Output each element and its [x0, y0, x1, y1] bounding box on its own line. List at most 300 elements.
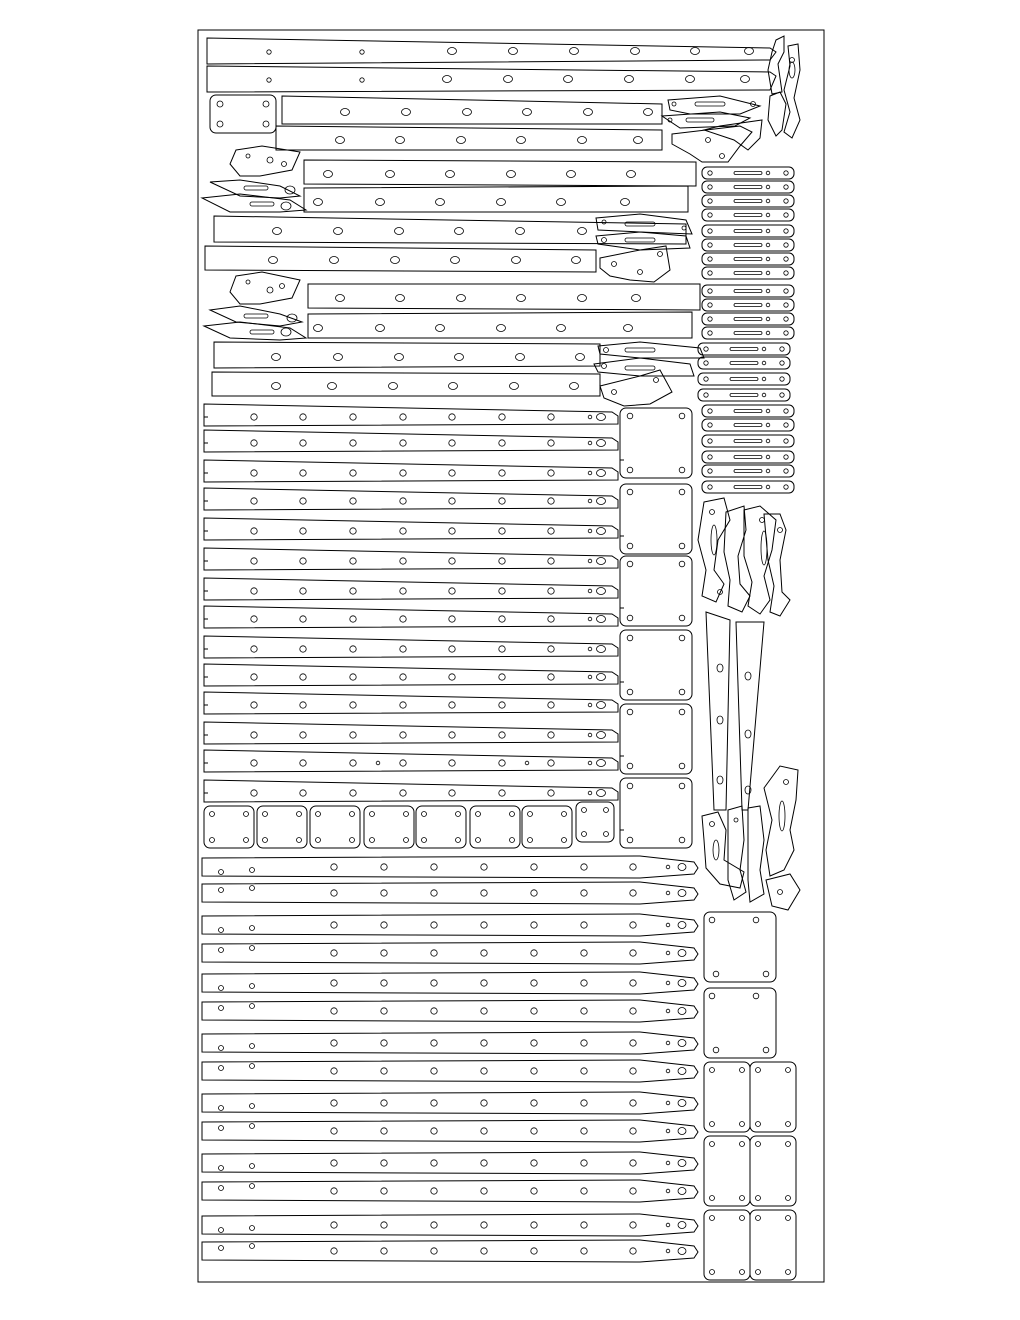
hole [300, 790, 306, 796]
hole [762, 377, 766, 381]
hole [704, 377, 708, 381]
oval-hole [597, 674, 606, 681]
slot [695, 102, 725, 106]
hole [708, 185, 712, 189]
oval-hole [330, 257, 339, 264]
oval-hole [597, 440, 606, 447]
oval-hole [281, 202, 291, 210]
hole [219, 1246, 224, 1251]
wing-rib-strip [204, 488, 618, 510]
hole [244, 838, 249, 843]
hole [431, 1188, 437, 1194]
hole [784, 469, 788, 473]
oval-hole [336, 137, 345, 144]
hole [381, 1222, 387, 1228]
oval-hole [436, 325, 445, 332]
hole [251, 646, 257, 652]
oval-hole [625, 76, 634, 83]
hole [404, 838, 409, 843]
tapered-strip [202, 1180, 698, 1202]
link-strip [702, 181, 794, 193]
oval-hole [678, 950, 686, 957]
link-strip [698, 389, 790, 401]
slot [734, 456, 762, 459]
hole [548, 414, 554, 420]
tapered-strip [202, 856, 698, 878]
hole [786, 1122, 791, 1127]
hole [431, 922, 437, 928]
oval-hole [717, 776, 723, 784]
hole [666, 1249, 670, 1253]
hole [499, 702, 505, 708]
link-strip [702, 299, 794, 311]
hole [350, 702, 356, 708]
oval-hole [678, 1188, 686, 1195]
hole [456, 812, 461, 817]
hole [431, 1068, 437, 1074]
oval-hole [517, 295, 526, 302]
slot [734, 424, 762, 427]
hole [713, 971, 719, 977]
small-plate [522, 806, 572, 848]
tapered-spar [308, 312, 692, 338]
hole [784, 439, 788, 443]
hole [548, 470, 554, 476]
oval-hole [273, 228, 282, 235]
oval-hole [597, 790, 606, 797]
hole [350, 558, 356, 564]
hole [679, 783, 685, 789]
link-strip [702, 285, 794, 297]
oval-hole [517, 137, 526, 144]
oval-hole [516, 354, 525, 361]
hole [710, 1270, 715, 1275]
oval-hole [678, 922, 686, 929]
oval-hole [578, 137, 587, 144]
hole [481, 1248, 487, 1254]
hole [246, 154, 250, 158]
bracket [764, 766, 798, 876]
hole [381, 864, 387, 870]
hole [679, 837, 685, 843]
hole [400, 588, 406, 594]
hole [528, 838, 533, 843]
hole [679, 709, 685, 715]
hole [481, 1128, 487, 1134]
link-strip [702, 239, 794, 251]
oval-hole [597, 528, 606, 535]
wing-rib-strip [204, 460, 618, 482]
tapered-strip [202, 942, 698, 964]
hole [548, 702, 554, 708]
hole [784, 423, 788, 427]
wing-rib-strip [204, 404, 618, 426]
oval-hole [570, 48, 579, 55]
hole [709, 917, 715, 923]
hole [499, 790, 505, 796]
hole [708, 317, 712, 321]
link-strip [702, 465, 794, 477]
hole [708, 303, 712, 307]
hole [753, 993, 759, 999]
oval-hole [578, 295, 587, 302]
hole [766, 171, 770, 175]
hole [766, 257, 770, 261]
hole [531, 1222, 537, 1228]
oval-hole [376, 325, 385, 332]
hole [627, 615, 633, 621]
hole [627, 689, 633, 695]
hole [679, 561, 685, 567]
slot [734, 186, 762, 189]
hole [581, 1068, 587, 1074]
tapered-spar [205, 246, 596, 272]
hole [581, 1248, 587, 1254]
hole [422, 838, 427, 843]
hole [331, 1008, 337, 1014]
hole [766, 423, 770, 427]
wing-rib-strip [204, 636, 618, 658]
hole [400, 674, 406, 680]
hole [350, 616, 356, 622]
hole [786, 1068, 791, 1073]
hole [400, 732, 406, 738]
oval-hole [516, 228, 525, 235]
oval-hole [597, 558, 606, 565]
wing-rib-strip [204, 430, 618, 452]
hole [740, 1270, 745, 1275]
hole [548, 732, 554, 738]
hole [381, 1008, 387, 1014]
hole [350, 470, 356, 476]
hole [476, 812, 481, 817]
hole [251, 440, 257, 446]
hole [263, 101, 269, 107]
hole [627, 783, 633, 789]
hole [499, 528, 505, 534]
hole [300, 440, 306, 446]
hole [300, 498, 306, 504]
hole [499, 588, 505, 594]
oval-hole [631, 48, 640, 55]
slot [734, 230, 762, 233]
hole [381, 950, 387, 956]
oval-hole [745, 672, 751, 680]
hole [300, 646, 306, 652]
oval-hole [269, 257, 278, 264]
hole [263, 812, 268, 817]
hole [581, 890, 587, 896]
hole [604, 348, 609, 353]
hole [760, 518, 765, 523]
hole [422, 812, 427, 817]
small-hole [360, 50, 364, 54]
oval-hole [396, 137, 405, 144]
hole [588, 529, 592, 533]
hole [300, 470, 306, 476]
hole [784, 185, 788, 189]
hole [300, 702, 306, 708]
hole [780, 393, 784, 397]
hole [548, 616, 554, 622]
hole [708, 199, 712, 203]
hole [400, 616, 406, 622]
hole [588, 471, 592, 475]
oval-hole [334, 354, 343, 361]
link-strip [698, 343, 790, 355]
tapered-strip [202, 1032, 698, 1054]
oval-hole [314, 199, 323, 206]
hole [753, 917, 759, 923]
hole [786, 1270, 791, 1275]
hole [251, 790, 257, 796]
hole [762, 361, 766, 365]
hole [666, 951, 670, 955]
hole [531, 1100, 537, 1106]
hole [481, 1068, 487, 1074]
oval-hole [557, 199, 566, 206]
oval-hole [578, 228, 587, 235]
oval-hole [678, 1128, 686, 1135]
hole [548, 558, 554, 564]
hole [704, 393, 708, 397]
hole [400, 646, 406, 652]
wing-rib-strip [204, 692, 618, 714]
hole [548, 528, 554, 534]
tapered-spar [212, 372, 600, 396]
hole [786, 1216, 791, 1221]
link-strip [702, 167, 794, 179]
hole [316, 838, 321, 843]
hole [588, 559, 592, 563]
hole [431, 950, 437, 956]
hole [708, 423, 712, 427]
hole [350, 674, 356, 680]
hole [666, 1101, 670, 1105]
hole [581, 1100, 587, 1106]
tapered-strip [202, 1152, 698, 1174]
hole [713, 1047, 719, 1053]
oval-hole [436, 199, 445, 206]
hole [449, 616, 455, 622]
hole [766, 409, 770, 413]
bracket [704, 120, 762, 150]
hole [630, 890, 636, 896]
hole [784, 409, 788, 413]
oval-hole [336, 295, 345, 302]
oval-hole [576, 354, 585, 361]
hole [431, 980, 437, 986]
hole [666, 1189, 670, 1193]
hole [562, 812, 567, 817]
hole [449, 732, 455, 738]
hole [531, 890, 537, 896]
hole [679, 543, 685, 549]
hole [708, 409, 712, 413]
hole [350, 838, 355, 843]
hole [630, 980, 636, 986]
oval-hole [507, 171, 516, 178]
hole [581, 1008, 587, 1014]
hole [784, 257, 788, 261]
hole [679, 413, 685, 419]
hole [251, 558, 257, 564]
oval-hole [455, 354, 464, 361]
hole [481, 890, 487, 896]
hole [658, 252, 663, 257]
hole [766, 213, 770, 217]
hole [263, 121, 269, 127]
hole [370, 838, 375, 843]
hole [581, 950, 587, 956]
oval-hole [510, 383, 519, 390]
slot [734, 172, 762, 175]
hole [708, 171, 712, 175]
hole [720, 154, 725, 159]
hole [630, 1188, 636, 1194]
hole [604, 808, 609, 813]
oval-hole [597, 414, 606, 421]
hole [449, 558, 455, 564]
oval-hole [678, 1248, 686, 1255]
hole [350, 732, 356, 738]
hole [766, 455, 770, 459]
hole [666, 981, 670, 985]
hole [381, 1040, 387, 1046]
hole [481, 1100, 487, 1106]
hole [763, 1047, 769, 1053]
hole [630, 1248, 636, 1254]
bracket [766, 874, 800, 910]
hole [250, 1124, 255, 1129]
hole [219, 948, 224, 953]
oval-hole [572, 257, 581, 264]
hole [756, 1068, 761, 1073]
hole [250, 868, 255, 873]
hole [350, 790, 356, 796]
oval-hole [449, 383, 458, 390]
link-strip [702, 195, 794, 207]
hole [756, 1196, 761, 1201]
hole [381, 980, 387, 986]
hole [400, 528, 406, 534]
hole [263, 838, 268, 843]
hole [246, 280, 250, 284]
hole [588, 791, 592, 795]
hole [350, 812, 355, 817]
bracket [230, 272, 300, 304]
oval-hole [512, 257, 521, 264]
hole [251, 732, 257, 738]
oval-hole [597, 616, 606, 623]
hole [331, 1100, 337, 1106]
hole [548, 498, 554, 504]
wing-rib-strip [204, 518, 618, 540]
wing-rib-strip [204, 722, 618, 744]
hole [708, 289, 712, 293]
bracket [668, 96, 760, 114]
hole [531, 980, 537, 986]
hole [449, 440, 455, 446]
hole [219, 1228, 224, 1233]
hole [627, 467, 633, 473]
hole [531, 922, 537, 928]
slot [734, 272, 762, 275]
tall-wedge [706, 612, 730, 810]
oval-hole [281, 328, 291, 336]
oval-hole [557, 325, 566, 332]
hole [548, 588, 554, 594]
hole [630, 1008, 636, 1014]
hole [219, 1166, 224, 1171]
hole [250, 886, 255, 891]
oval-hole [451, 257, 460, 264]
hole [679, 763, 685, 769]
hole [251, 528, 257, 534]
wing-rib-strip [204, 750, 618, 772]
hole [219, 1186, 224, 1191]
slot [730, 348, 758, 351]
link-strip [702, 209, 794, 221]
slot [734, 304, 762, 307]
hole [300, 558, 306, 564]
hole [766, 317, 770, 321]
oval-hole [504, 76, 513, 83]
hole [331, 922, 337, 928]
slot [686, 118, 714, 122]
long-spar [207, 66, 776, 92]
hole [710, 1122, 715, 1127]
hole [602, 364, 607, 369]
hole [766, 243, 770, 247]
slot [250, 202, 274, 206]
link-strip [702, 419, 794, 431]
hole [499, 616, 505, 622]
slot [244, 314, 268, 318]
link-strip [702, 267, 794, 279]
hole [666, 1069, 670, 1073]
hole [679, 615, 685, 621]
hole [708, 213, 712, 217]
bracket [210, 306, 302, 326]
link-strip [702, 405, 794, 417]
hole [250, 926, 255, 931]
hole [778, 890, 783, 895]
hole [481, 1222, 487, 1228]
small-hole [267, 78, 271, 82]
hole [784, 780, 789, 785]
hole [376, 761, 380, 765]
oval-hole [446, 171, 455, 178]
hole [449, 588, 455, 594]
hole [400, 498, 406, 504]
tapered-strip [202, 1000, 698, 1022]
hole [481, 1040, 487, 1046]
small-plate [310, 806, 360, 848]
oval-hole [334, 228, 343, 235]
hole [679, 467, 685, 473]
hole [531, 1040, 537, 1046]
hole [654, 378, 659, 383]
hole [588, 415, 592, 419]
hole [666, 1223, 670, 1227]
oval-hole [341, 109, 350, 116]
oval-hole [285, 186, 295, 194]
hole [219, 1006, 224, 1011]
hole [682, 226, 686, 230]
small-plate [364, 806, 414, 848]
hole [331, 1040, 337, 1046]
